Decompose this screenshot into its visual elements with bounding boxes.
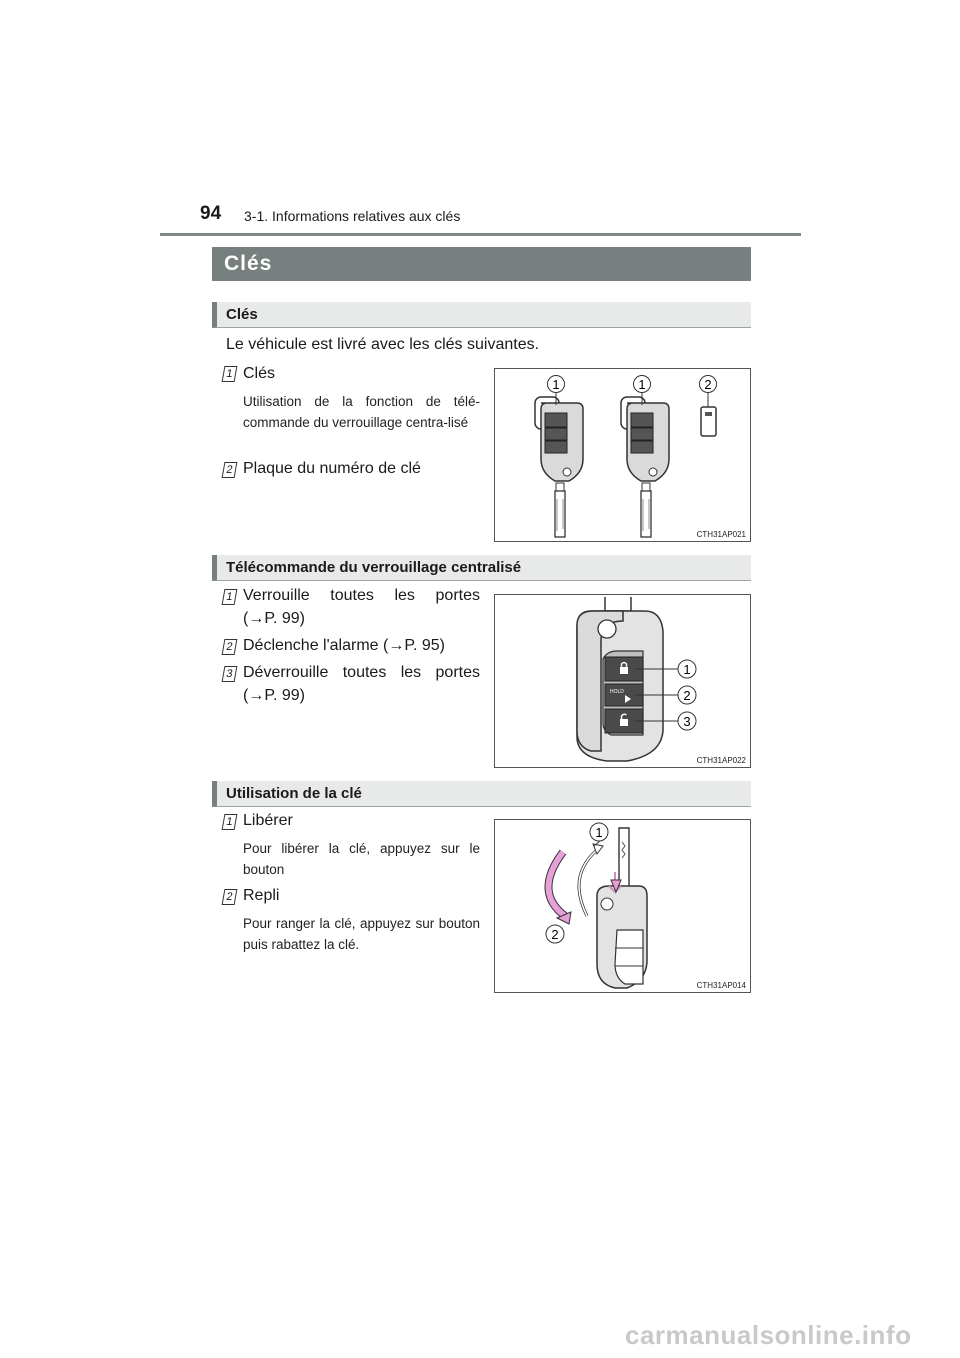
keys-illustration	[495, 369, 750, 541]
item-description: Utilisation de la fonction de télé-commande du verrouillage centra-lisé	[243, 394, 480, 430]
item-label: Repli	[243, 887, 280, 904]
figure-code: CTH31AP021	[696, 530, 746, 539]
figure-keys	[494, 368, 751, 542]
figure-code: CTH31AP014	[696, 981, 746, 990]
key-usage-illustration	[495, 820, 750, 992]
key-fob-icon	[535, 397, 583, 537]
figure-code: CTH31AP022	[696, 756, 746, 765]
section-heading-remote: Télécommande du verrouillage centralisé	[212, 555, 751, 581]
item-number: 1	[222, 814, 238, 830]
item-description: Pour libérer la clé, appuyez sur le bouton	[243, 841, 480, 877]
callout-label: 1	[683, 662, 691, 677]
item-number: 2	[222, 889, 238, 905]
section-intro: Le véhicule est livré avec les clés suivantes.	[226, 336, 540, 353]
section-heading-key-usage: Utilisation de la clé	[212, 781, 751, 807]
item-number: 1	[222, 589, 238, 605]
callout-label: 2	[704, 377, 712, 392]
figure-key-usage	[494, 819, 751, 993]
watermark: carmanualsonline.info	[625, 1320, 912, 1350]
item-page-ref: (→P. 99)	[243, 687, 305, 704]
item-number: 3	[222, 666, 238, 682]
remote-illustration	[495, 595, 750, 767]
callout-label: 2	[551, 927, 559, 942]
item-label: Déclenche l'alarme (→P. 95)	[243, 637, 445, 654]
callout-label: 1	[552, 377, 560, 392]
item-number: 1	[222, 366, 238, 382]
callout-label: 3	[683, 714, 691, 729]
callout-label: 1	[595, 825, 603, 840]
section-reference: 3-1. Informations relatives aux clés	[244, 208, 461, 224]
hold-label: HOLD	[610, 689, 624, 695]
item-number: 2	[222, 639, 238, 655]
figure-remote	[494, 594, 751, 768]
header-rule	[160, 233, 801, 236]
item-label: Plaque du numéro de clé	[243, 460, 421, 477]
section-heading-keys: Clés	[212, 302, 751, 328]
item-label: Clés	[243, 365, 276, 382]
key-number-plate-icon	[701, 407, 716, 436]
item-label: Verrouille toutes les portes	[243, 587, 480, 604]
item-number: 2	[222, 462, 238, 478]
item-description: Pour ranger la clé, appuyez sur bouton puis rabattez la clé.	[243, 916, 480, 952]
item-page-ref: (→P. 99)	[243, 610, 305, 627]
item-label: Déverrouille toutes les portes	[243, 664, 480, 681]
callout-label: 2	[683, 688, 691, 703]
page-number: 94	[200, 203, 222, 224]
page-title: Clés	[212, 247, 751, 281]
key-fob-icon	[621, 397, 669, 537]
item-label: Libérer	[243, 812, 293, 829]
callout-label: 1	[638, 377, 646, 392]
